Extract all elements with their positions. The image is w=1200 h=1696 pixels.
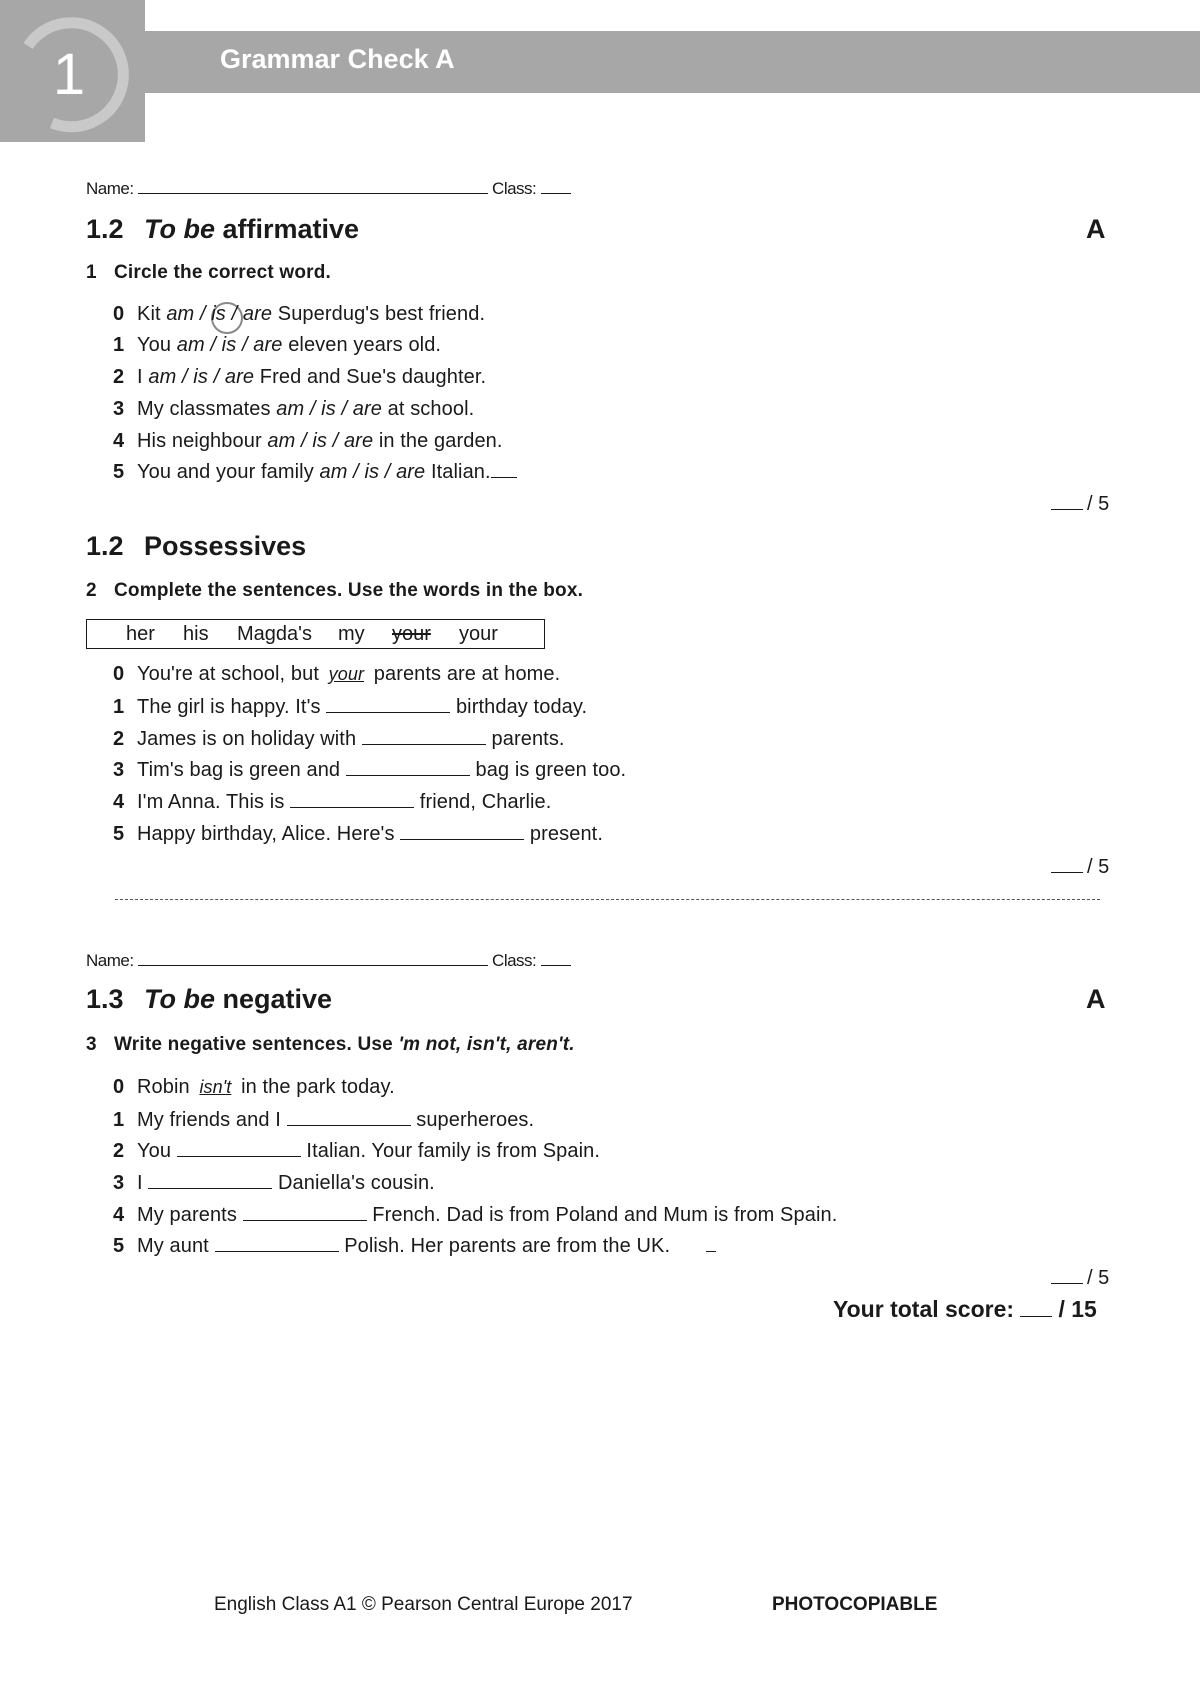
exercise-item: 1 The girl is happy. It's birthday today. bbox=[113, 696, 588, 718]
name-class-line bbox=[86, 179, 571, 199]
instruction-text: Circle the correct word. bbox=[114, 262, 332, 283]
name-field[interactable] bbox=[138, 951, 488, 966]
section-title-italic: To be bbox=[144, 214, 215, 244]
header-band bbox=[0, 31, 1200, 93]
word-box bbox=[86, 619, 545, 649]
name-label: Name: bbox=[86, 179, 134, 198]
instruction-number: 3 bbox=[86, 1034, 97, 1055]
exercise-item: 4 His neighbour am / is / are in the garden. bbox=[113, 430, 503, 452]
score-field[interactable] bbox=[1051, 495, 1083, 510]
instruction bbox=[86, 262, 331, 284]
answer-blank[interactable] bbox=[243, 1205, 367, 1221]
score-field[interactable] bbox=[1051, 858, 1083, 873]
section-score: / 5 bbox=[1051, 1267, 1109, 1290]
instruction-number: 2 bbox=[86, 580, 97, 601]
answer-blank[interactable] bbox=[148, 1173, 272, 1189]
footer-copyright: English Class A1 © Pearson Central Europe 2017 bbox=[214, 1594, 633, 1615]
instruction-number: 1 bbox=[86, 262, 97, 283]
section-title-text: negative bbox=[222, 984, 333, 1014]
answer-blank[interactable] bbox=[400, 824, 524, 840]
box-word-used: your bbox=[392, 623, 431, 645]
exercise-item: 3 I Daniella's cousin. bbox=[113, 1172, 435, 1194]
unit-badge bbox=[0, 0, 145, 142]
exercise-item: 5 You and your family am / is / are Italian. bbox=[113, 461, 517, 484]
exercise-item: 2 I am / is / are Fred and Sue's daughter. bbox=[113, 366, 487, 388]
box-word: Magda's bbox=[237, 623, 312, 645]
footer-photocopiable: PHOTOCOPIABLE bbox=[772, 1594, 938, 1615]
class-field[interactable] bbox=[541, 951, 571, 966]
exercise-item: 4 I'm Anna. This is friend, Charlie. bbox=[113, 791, 552, 813]
word-options[interactable]: am / is / are bbox=[166, 303, 273, 325]
exercise-item: 1 You am / is / are eleven years old. bbox=[113, 334, 442, 356]
box-word: her bbox=[126, 623, 155, 645]
answer-blank[interactable] bbox=[326, 697, 450, 713]
page-title: Grammar Check A bbox=[220, 44, 455, 74]
answer-blank[interactable] bbox=[346, 760, 470, 776]
answer-blank[interactable] bbox=[177, 1141, 301, 1157]
total-score-label: Your total score: bbox=[833, 1296, 1015, 1322]
exercise-item: 0 Robin isn't in the park today. bbox=[113, 1076, 395, 1098]
answer-blank[interactable] bbox=[362, 729, 486, 745]
word-options[interactable]: am / is / are bbox=[267, 430, 374, 452]
word-options[interactable]: am / is / are bbox=[319, 461, 426, 483]
instruction-text: Complete the sentences. Use the words in the box. bbox=[114, 580, 584, 601]
cut-line bbox=[115, 899, 1100, 900]
exercise-item: 2 James is on holiday with parents. bbox=[113, 728, 565, 750]
version-label: A bbox=[1086, 214, 1106, 244]
section-title-italic: To be bbox=[144, 984, 215, 1014]
section-title bbox=[86, 214, 359, 245]
box-word: my bbox=[338, 623, 365, 645]
section-title bbox=[86, 531, 306, 562]
unit-ring-icon bbox=[0, 0, 145, 142]
name-label: Name: bbox=[86, 951, 134, 970]
instruction-text: Write negative sentences. Use bbox=[114, 1034, 393, 1055]
answer-blank[interactable] bbox=[287, 1110, 411, 1126]
class-field[interactable] bbox=[541, 179, 571, 194]
section-title-text: affirmative bbox=[222, 214, 360, 244]
section-number: 1.2 bbox=[86, 531, 124, 561]
exercise-item: 2 You Italian. Your family is from Spain. bbox=[113, 1140, 601, 1162]
section-title-text: Possessives bbox=[144, 531, 307, 561]
total-score: Your total score: / 15 bbox=[833, 1296, 1097, 1322]
answer-blank[interactable] bbox=[290, 792, 414, 808]
section-score: / 5 bbox=[1051, 493, 1109, 516]
example-answer: your bbox=[328, 664, 365, 684]
class-label: Class: bbox=[492, 179, 537, 198]
exercise-item: 3 Tim's bag is green and bag is green too. bbox=[113, 759, 627, 781]
box-word: his bbox=[183, 623, 209, 645]
total-score-field[interactable] bbox=[1020, 1300, 1052, 1317]
section-number: 1.2 bbox=[86, 214, 124, 244]
instruction bbox=[86, 1034, 575, 1056]
exercise-item: 1 My friends and I superheroes. bbox=[113, 1109, 535, 1131]
name-field[interactable] bbox=[138, 179, 488, 194]
exercise-item: 0 Kit am / is / are Superdug's best friend. bbox=[113, 303, 486, 325]
exercise-item: 4 My parents French. Dad is from Poland and Mum is from Spain. bbox=[113, 1204, 838, 1226]
section-number: 1.3 bbox=[86, 984, 124, 1014]
name-class-line bbox=[86, 951, 571, 971]
score-field[interactable] bbox=[1051, 1269, 1083, 1284]
section-title bbox=[86, 984, 332, 1015]
unit-number: 1 bbox=[52, 42, 86, 107]
version-label: A bbox=[1086, 984, 1106, 1014]
class-label: Class: bbox=[492, 951, 537, 970]
word-options[interactable]: am / is / are bbox=[148, 366, 255, 388]
instruction bbox=[86, 580, 583, 602]
exercise-item: 0 You're at school, but your parents are at home. bbox=[113, 663, 561, 685]
answer-blank[interactable] bbox=[215, 1236, 339, 1252]
word-options[interactable]: am / is / are bbox=[176, 334, 283, 356]
section-score: / 5 bbox=[1051, 856, 1109, 879]
word-options[interactable]: am / is / are bbox=[276, 398, 382, 420]
exercise-item: 5 Happy birthday, Alice. Here's present. bbox=[113, 823, 603, 845]
exercise-item: 5 My aunt Polish. Her parents are from the UK. bbox=[113, 1235, 716, 1258]
exercise-item: 3 My classmates am / is / are at school. bbox=[113, 398, 475, 420]
example-answer: isn't bbox=[199, 1077, 232, 1097]
box-word: your bbox=[459, 623, 498, 645]
instruction-forms: 'm not, isn't, aren't. bbox=[398, 1034, 575, 1055]
